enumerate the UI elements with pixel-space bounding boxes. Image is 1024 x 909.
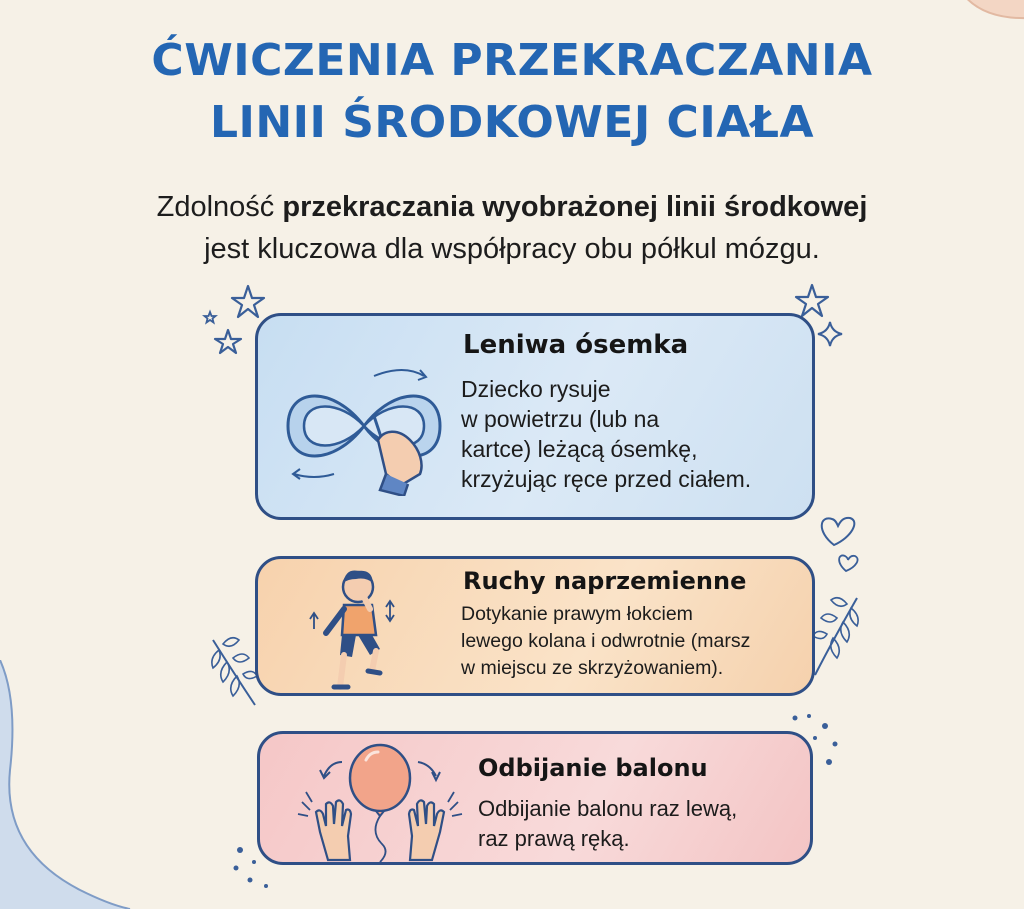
page-title: [0, 30, 1024, 154]
corner-blob-top-right: [950, 0, 1024, 30]
page-title-line-2: LINII ŚRODKOWEJ CIAŁA: [209, 97, 815, 148]
card-leniwa-osemka: [255, 313, 815, 520]
page-title-line-1: ĆWICZENIA PRZEKRACZANIA: [151, 35, 873, 86]
card-description: Dziecko rysuje w powietrzu (lub na kartce) leżącą ósemkę, krzyżując ręce przed ciałem.: [461, 376, 752, 492]
infinity-hand-icon: [274, 356, 454, 496]
intro-bold: przekraczania wyobrażonej linii środkowej: [282, 191, 868, 223]
child-marching-icon: [306, 563, 406, 695]
card-description: Dotykanie prawym łokciem lewego kolana i odwrotnie (marsz w miejscu ze skrzyżowaniem).: [461, 603, 751, 679]
card-title: Leniwa ósemka: [463, 330, 689, 360]
card-odbijanie-balonu: [257, 731, 813, 865]
intro-part-2: jest kluczowa dla współpracy obu półkul mózgu.: [204, 233, 820, 265]
card-ruchy-naprzemienne: [255, 556, 815, 696]
balloon-hands-icon: [290, 740, 470, 864]
card-description: Odbijanie balonu raz lewą, raz prawą ręką.: [478, 796, 738, 851]
card-title: Ruchy naprzemienne: [463, 567, 747, 595]
intro-part-1: Zdolność: [156, 191, 283, 223]
intro-text: [0, 186, 1024, 270]
hearts-decoration: [812, 505, 872, 575]
corner-blob-bottom-left: [0, 660, 140, 909]
card-title: Odbijanie balonu: [478, 754, 708, 782]
